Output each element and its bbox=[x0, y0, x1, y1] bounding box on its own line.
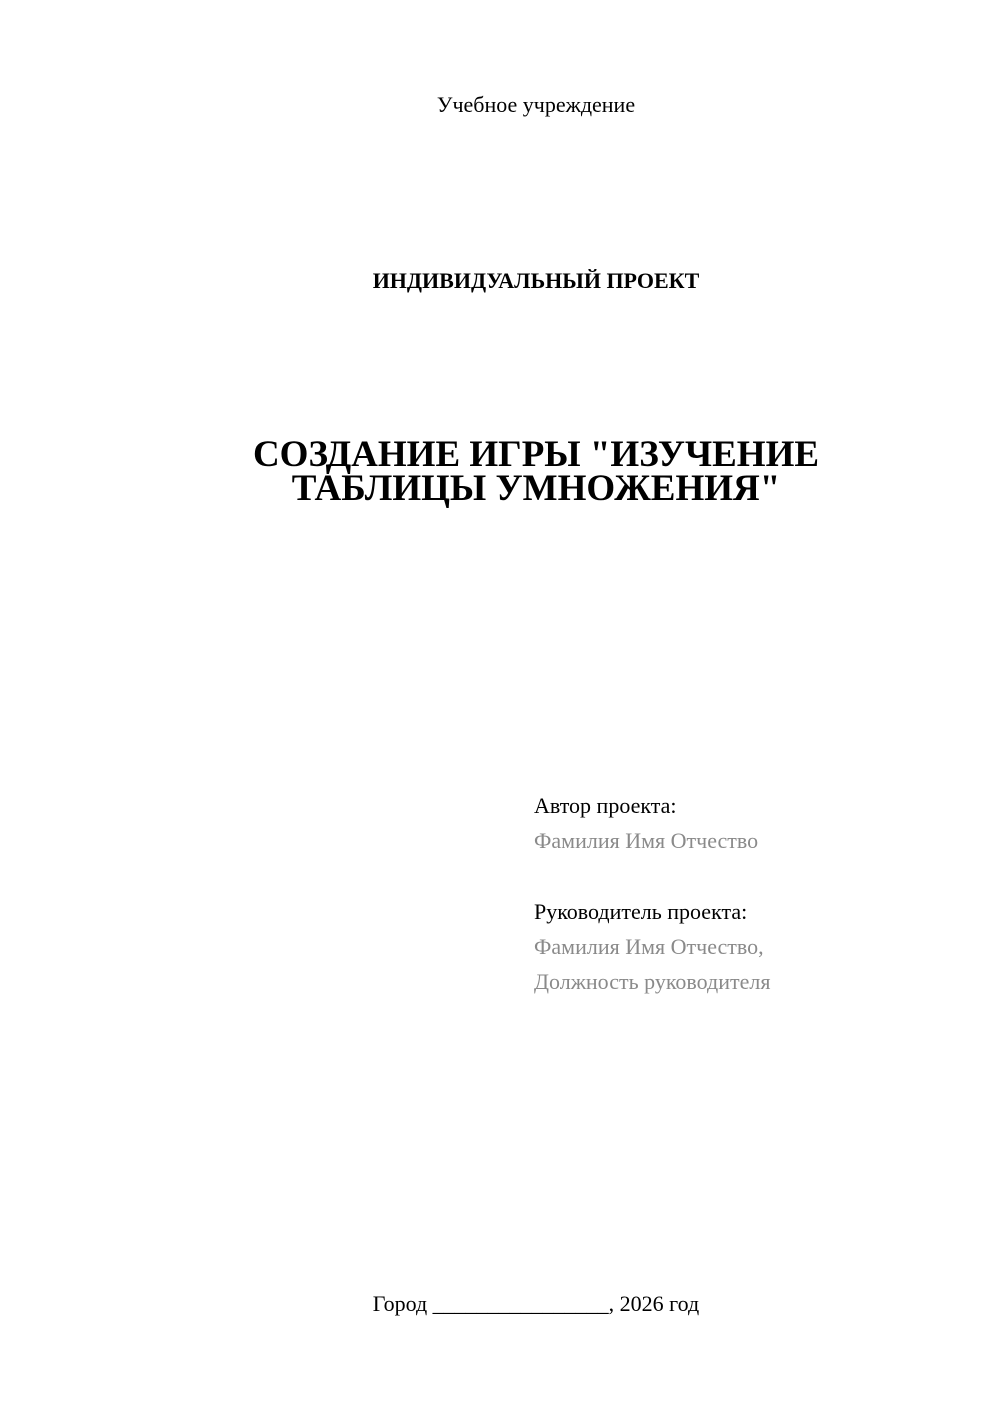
author-label: Автор проекта: bbox=[534, 793, 677, 818]
supervisor-name-placeholder: Фамилия Имя Отчество, bbox=[534, 934, 764, 959]
author-name-placeholder: Фамилия Имя Отчество bbox=[534, 828, 759, 853]
author-block bbox=[534, 788, 974, 858]
project-title bbox=[0, 434, 1000, 509]
city-year-line: Город ________________, 2026 год bbox=[372, 1291, 700, 1316]
supervisor-position-placeholder: Должность руководителя bbox=[534, 969, 771, 994]
supervisor-block bbox=[534, 894, 974, 999]
project-title-line: СОЗДАНИЕ ИГРЫ "ИЗУЧЕНИЕ bbox=[252, 434, 820, 475]
supervisor-label: Руководитель проекта: bbox=[534, 899, 748, 924]
document-type-heading: ИНДИВИДУАЛЬНЫЙ ПРОЕКТ bbox=[372, 268, 700, 293]
project-title-line: ТАБЛИЦЫ УМНОЖЕНИЯ" bbox=[291, 468, 781, 509]
institution-name: Учебное учреждение bbox=[436, 92, 636, 117]
credits-section bbox=[534, 788, 974, 999]
